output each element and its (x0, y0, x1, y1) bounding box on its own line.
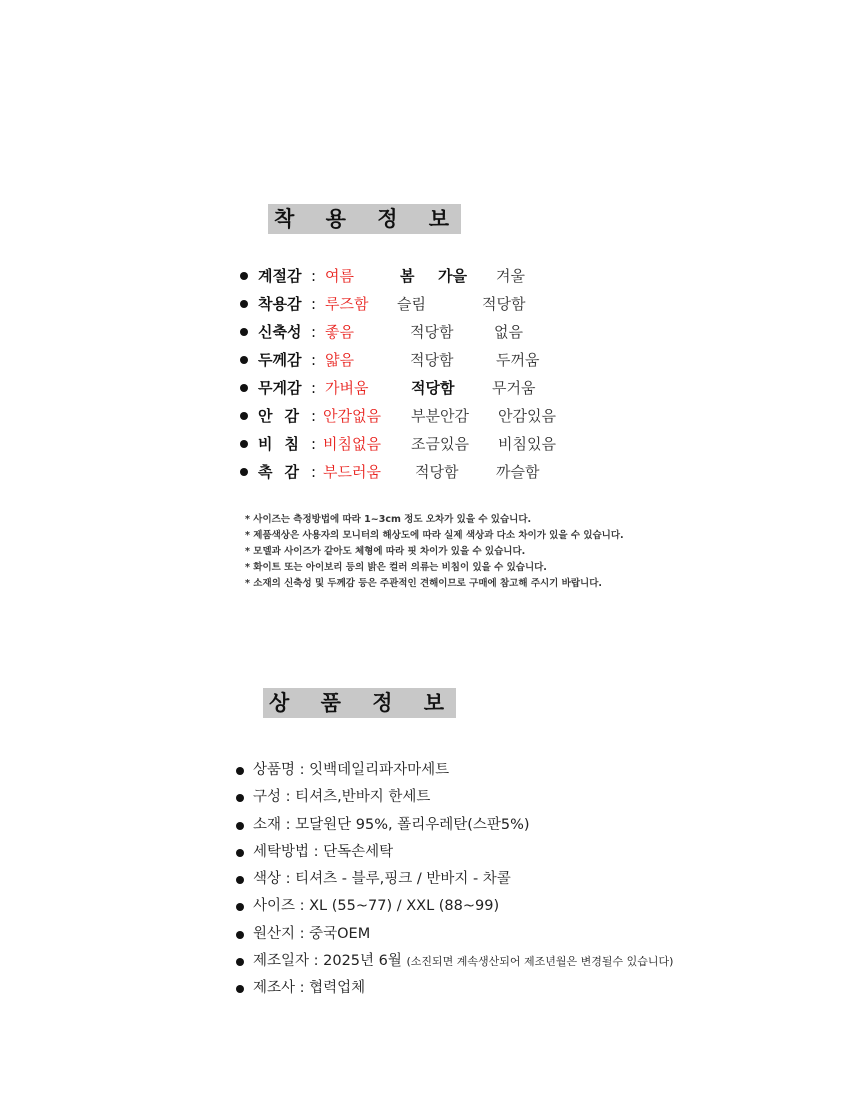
wear-option-selected: 가벼움 (325, 379, 369, 397)
wear-option: 봄 (400, 267, 415, 285)
wear-option: 적당함 (415, 463, 459, 481)
product-item-text: 색상 : 티셔츠 - 블루,핑크 / 반바지 - 차콜 (253, 871, 511, 888)
bullet-icon (236, 822, 244, 830)
note-item: * 사이즈는 측정방법에 따라 1~3cm 정도 오차가 있을 수 있습니다. (245, 514, 532, 525)
product-item-text: 상품명 : 잇백데일리파자마세트 (253, 762, 450, 778)
wear-option-selected: 비침없음 (323, 435, 381, 453)
product-item-text: 원산지 : 중국OEM (253, 925, 371, 942)
bullet-icon (240, 412, 248, 420)
wear-colon: : (311, 435, 317, 453)
bullet-icon (240, 356, 248, 364)
wear-option: 가을 (438, 267, 467, 285)
wear-label: 계절감 (258, 267, 302, 285)
note-item: * 화이트 또는 아이보리 등의 밝은 컬러 의류는 비침이 있을 수 있습니다. (245, 562, 547, 573)
wear-info-title: 착 용 정 보 (268, 204, 461, 234)
wear-option-selected: 루즈함 (325, 295, 369, 313)
wear-option: 없음 (494, 323, 523, 341)
product-item-text (253, 948, 673, 975)
wear-colon: : (311, 463, 317, 481)
bullet-icon (240, 468, 248, 476)
bullet-icon (236, 767, 244, 775)
wear-option: 까슬함 (496, 463, 540, 481)
bullet-icon (236, 931, 244, 939)
wear-colon: : (311, 323, 317, 341)
bullet-icon (236, 794, 244, 802)
bullet-icon (240, 384, 248, 392)
wear-colon: : (311, 295, 317, 313)
wear-label: 착용감 (258, 295, 302, 313)
wear-label: 촉감 (258, 463, 311, 481)
wear-label: 비침 (258, 435, 311, 453)
bullet-icon (236, 985, 244, 993)
wear-colon: : (311, 407, 317, 425)
wear-colon: : (311, 351, 317, 369)
wear-option-selected: 안감없음 (323, 407, 381, 425)
wear-option: 슬림 (397, 295, 426, 313)
bullet-icon (240, 272, 248, 280)
bullet-icon (236, 958, 244, 966)
wear-option: 비침있음 (498, 435, 556, 453)
wear-option: 적당함 (410, 351, 454, 369)
bullet-icon (236, 903, 244, 911)
wear-option: 적당함 (411, 379, 455, 397)
product-item-text: 사이즈 : XL (55~77) / XXL (88~99) (253, 898, 500, 915)
wear-option: 두꺼움 (496, 351, 540, 369)
wear-label: 두께감 (258, 351, 302, 369)
wear-option: 무거움 (492, 379, 536, 397)
wear-colon: : (311, 379, 317, 397)
wear-option: 겨울 (496, 267, 525, 285)
wear-option-selected: 얇음 (325, 351, 354, 369)
product-item-text: 제조사 : 협력업체 (253, 980, 366, 997)
wear-option: 적당함 (482, 295, 526, 313)
bullet-icon (240, 328, 248, 336)
wear-option: 안감있음 (498, 407, 556, 425)
note-item: * 모델과 사이즈가 같아도 체형에 따라 핏 차이가 있을 수 있습니다. (245, 546, 526, 557)
wear-option: 적당함 (410, 323, 454, 341)
wear-option-selected: 부드러움 (323, 463, 381, 481)
wear-colon: : (311, 267, 317, 285)
wear-option-selected: 여름 (325, 267, 354, 285)
wear-label: 안감 (258, 407, 311, 425)
note-item: * 제품색상은 사용자의 모니터의 해상도에 따라 실제 색상과 다소 차이가 있을 수 있습니다. (245, 530, 624, 541)
wear-label: 신축성 (258, 323, 302, 341)
bullet-icon (240, 440, 248, 448)
manufacture-date-text: 제조일자 : 2025년 6월 (253, 953, 402, 970)
product-item-text: 소재 : 모달원단 95%, 폴리우레탄(스판5%) (253, 816, 530, 833)
product-info-title: 상 품 정 보 (263, 688, 456, 718)
bullet-icon (240, 300, 248, 308)
bullet-icon (236, 849, 244, 857)
wear-option: 부분안감 (411, 407, 469, 425)
product-item-text: 구성 : 티셔츠,반바지 한세트 (253, 789, 431, 806)
note-item: * 소재의 신축성 및 두께감 등은 주관적인 견해이므로 구매에 참고해 주시기 바랍니다. (245, 578, 602, 589)
size-notes (245, 512, 624, 592)
wear-option: 조금있음 (411, 435, 469, 453)
product-item-text: 세탁방법 : 단독손세탁 (253, 843, 394, 860)
bullet-icon (236, 876, 244, 884)
manufacture-date-note: (소진되면 계속생산되어 제조년월은 변경될수 있습니다) (406, 955, 674, 969)
wear-option-selected: 좋음 (325, 323, 354, 341)
wear-label: 무게감 (258, 379, 302, 397)
